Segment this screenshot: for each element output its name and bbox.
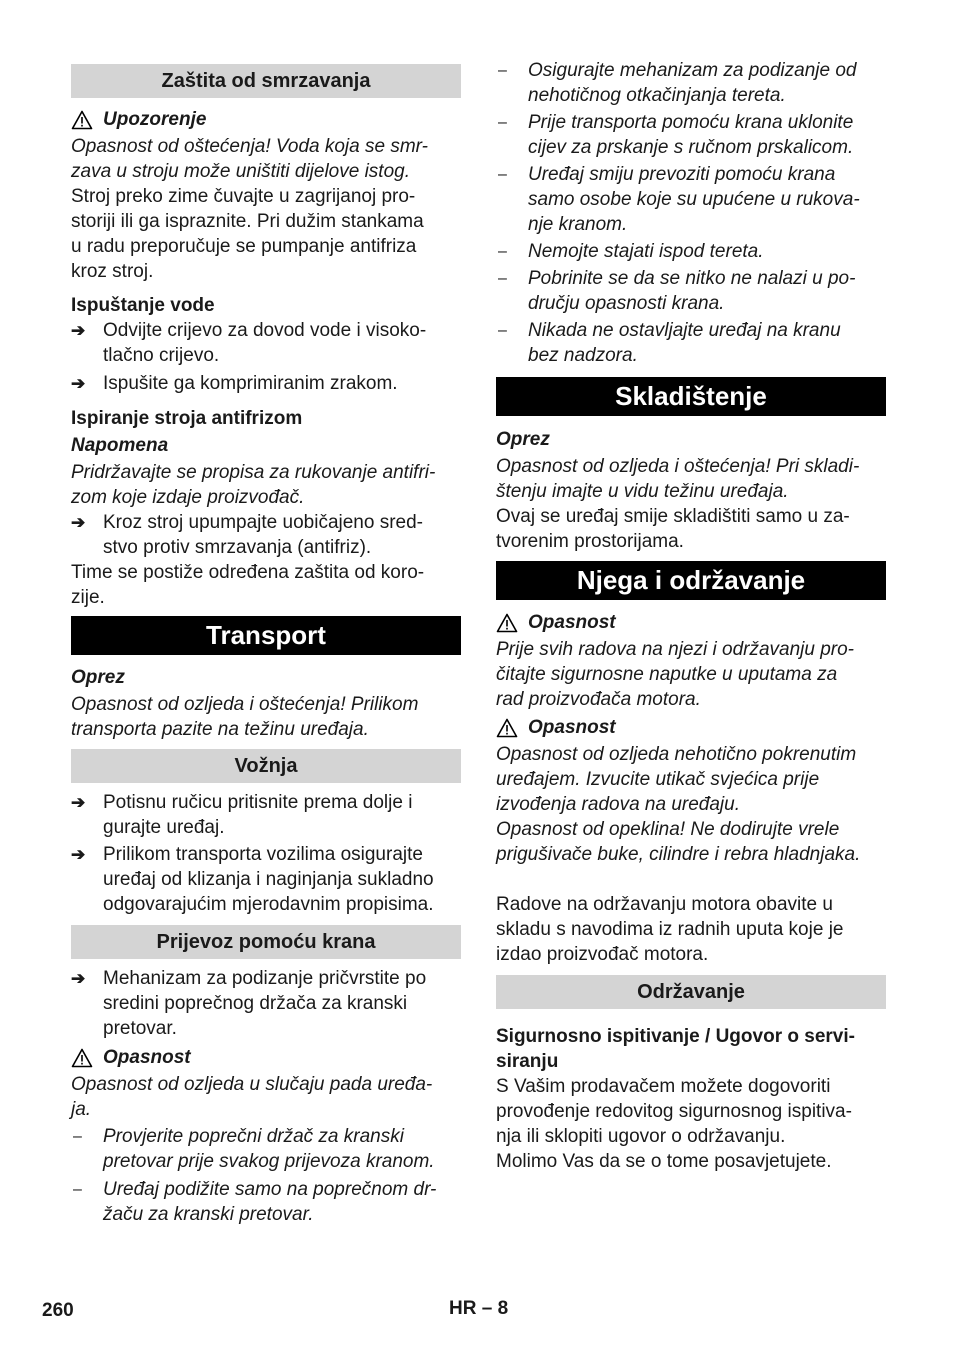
arrow-right-icon: ➔ (71, 845, 86, 864)
danger-label: Opasnost (528, 612, 616, 633)
list-item: – Uređaj smiju prevoziti pomoću krana samo osobe koje su upućene u rukova- nje kranom. (498, 164, 860, 235)
note-header: Napomena (71, 435, 169, 456)
danger-text: Opasnost od ozljeda nehotično pokrenutim uređajem. Izvucite utikač svjećica prije izvođenja radova na uređaju. Opasnost od opeklina! Ne dodirujte vrele prigušivače buke, cilindre i rebra hladnjaka. (496, 744, 861, 865)
warning-triangle-icon (496, 718, 518, 738)
warning-label: Upozorenje (103, 109, 207, 130)
skladistenje-body: Ovaj se uređaj smije skladištiti samo u za- tvorenim prostorijama. (496, 506, 850, 552)
list-item: – Provjerite poprečni držač za kranski pretovar prije svakog prijevoza kranom. (73, 1126, 435, 1172)
section-heading-voznja: Vožnja (71, 749, 461, 783)
arrow-right-icon: ➔ (71, 321, 86, 340)
note-text: Pridržavajte se propisa za rukovanje antifri- zom koje izdaje proizvođač. (71, 462, 436, 508)
caution-header: Oprez (496, 429, 550, 450)
caution-text: Opasnost od ozljeda i oštećenja! Pri skladi- štenju imajte u vidu težinu uređaja. (496, 456, 860, 502)
left-column (71, 60, 461, 1227)
arrow-right-icon: ➔ (71, 969, 86, 988)
danger-header (496, 608, 886, 637)
right-column (496, 60, 886, 1174)
warning-text: Opasnost od oštećenja! Voda koja se smr- zava u stroju može uništiti dijelove istog. (71, 136, 428, 182)
list-item: ➔ Ispušite ga komprimiranim zrakom. (71, 373, 398, 394)
warning-header (71, 105, 461, 134)
warning-triangle-icon (71, 110, 93, 130)
page-number: 260 (42, 1300, 74, 1321)
subheading-ispiranje: Ispiranje stroja antifrizom (71, 408, 303, 429)
section-heading-transport: Transport (71, 616, 461, 655)
list-item: – Pobrinite se da se nitko ne nalazi u po- dručju opasnosti krana. (498, 268, 856, 314)
arrow-right-icon: ➔ (71, 793, 86, 812)
caution-header: Oprez (71, 667, 125, 688)
section-heading-skladistenje: Skladištenje (496, 377, 886, 416)
subheading-sigurnosno: Sigurnosno ispitivanje / Ugovor o servi- siranju (496, 1026, 855, 1072)
list-item: – Prije transporta pomoću krana uklonite cijev za prskanje s ručnom prskalicom. (498, 112, 854, 158)
odrzavanje-body: S Vašim prodavačem možete dogovoriti provođenje redovitog sigurnosnog ispitiva- nja ili sklopiti ugovor o održavanju. Molimo Vas da se o tome posavjetujete. (496, 1076, 852, 1172)
list-item: – Nikada ne ostavljajte uređaj na kranu bez nadzora. (498, 320, 841, 366)
caution-text: Opasnost od ozljeda i oštećenja! Prilikom transporta pazite na težinu uređaja. (71, 694, 419, 740)
arrow-right-icon: ➔ (71, 374, 86, 393)
list-item: ➔ Kroz stroj upumpajte uobičajeno sred- stvo protiv smrzavanja (antifriz). (71, 512, 424, 558)
danger-header (71, 1043, 461, 1072)
warning-triangle-icon (496, 613, 518, 633)
danger-label: Opasnost (103, 1047, 191, 1068)
list-item: ➔ Odvijte crijevo za dovod vode i visoko- tlačno crijevo. (71, 320, 427, 366)
section-heading-njega: Njega i održavanje (496, 561, 886, 600)
warning-triangle-icon (71, 1048, 93, 1068)
list-item: – Osigurajte mehanizam za podizanje od nehotičnog otkačinjanja tereta. (498, 60, 857, 106)
danger-header (496, 713, 886, 742)
zastita-body: Stroj preko zime čuvajte u zagrijanoj pro- storiji ili ga ispraznite. Pri dužim stankama u radu preporučuje se pumpanje antifriza kroz stroj. (71, 186, 424, 282)
section-heading-prijevoz: Prijevoz pomoću krana (71, 925, 461, 959)
subheading-ispustanje: Ispuštanje vode (71, 295, 215, 316)
section-heading-zastita: Zaštita od smrzavanja (71, 64, 461, 98)
section-heading-odrzavanje: Održavanje (496, 975, 886, 1009)
arrow-right-icon: ➔ (71, 513, 86, 532)
danger-label: Opasnost (528, 717, 616, 738)
language-page-label: HR – 8 (449, 1298, 509, 1319)
list-item: ➔ Prilikom transporta vozilima osigurajte uređaj od klizanja i naginjanja sukladno odgovarajućim mjerodavnim propisima. (71, 844, 434, 915)
list-item: ➔ Mehanizam za podizanje pričvrstite po sredini poprečnog držača za kranski pretovar. (71, 968, 427, 1039)
njega-body: Radove na održavanju motora obavite u skladu s navodima iz radnih uputa koje je izdao proizvođač motora. (496, 894, 844, 965)
list-item: ➔ Potisnu ručicu pritisnite prema dolje i gurajte uređaj. (71, 792, 413, 838)
danger-text: Prije svih radova na njezi i održavanju pro- čitajte sigurnosne naputke u uputama za rad proizvođača motora. (496, 639, 855, 710)
list-item: – Nemojte stajati ispod tereta. (498, 241, 764, 262)
list-item: – Uređaj podižite samo na poprečnom dr- žaču za kranski pretovar. (73, 1179, 437, 1225)
ispiranje-body: Time se postiže određena zaštita od koro- zije. (71, 562, 425, 608)
danger-text: Opasnost od ozljeda u slučaju pada uređa- ja. (71, 1074, 433, 1120)
